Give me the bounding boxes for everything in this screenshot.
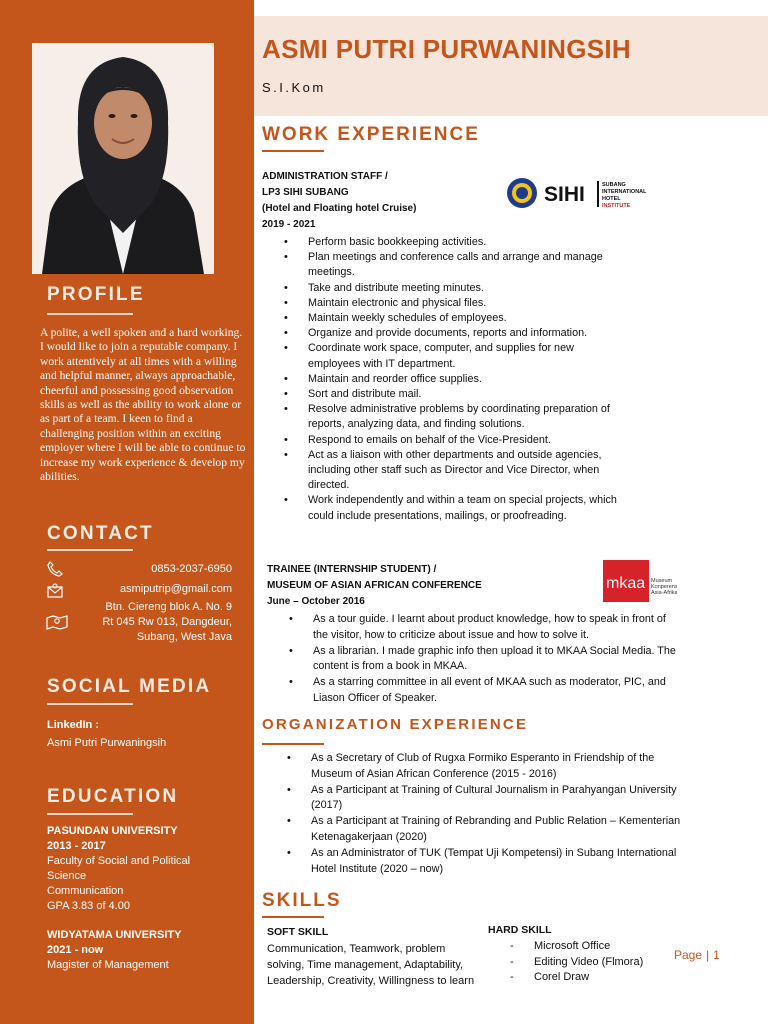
- job2-org: MUSEUM OF ASIAN AFRICAN CONFERENCE: [267, 580, 482, 591]
- page-title: ASMI PUTRI PURWANINGSIH: [262, 34, 631, 64]
- profile-text: A polite, a well spoken and a hard working. I would like to join a reputable company. I work attentively at all times with a willing and helpful manner, always approachable, cheerful and possessing good observation skills as well as the ability to work alone or as part of a team. I keen to find a challenging position within an exciting employer where I will be able to continue to increase my work experience & develop my abilities.: [40, 326, 246, 484]
- job1-bullet: • Take and distribute meeting minutes.: [284, 281, 624, 296]
- organization-bullet: • As a Participant at Training of Cultural Journalism in Parahyangan University (2017): [287, 783, 687, 815]
- edu-gpa-1: GPA 3.83 of 4.00: [47, 900, 130, 912]
- organization-heading: ORGANIZATION EXPERIENCE: [262, 716, 529, 733]
- page-number: [674, 948, 720, 962]
- edu-major-1: Communication: [47, 885, 124, 897]
- job1-years: 2019 - 2021: [262, 219, 316, 230]
- work-underline: [262, 150, 324, 152]
- degree: S.I.Kom: [262, 80, 326, 95]
- profile-photo: [32, 43, 214, 274]
- page-separator: |: [706, 948, 710, 962]
- sidebar: [0, 0, 254, 1024]
- page-number-value: 1: [713, 948, 720, 962]
- organization-bullet: • As a Secretary of Club of Rugxa Formiko Esperanto in Friendship of the Museum of Asian African Conference (2015 - 2016): [287, 751, 687, 783]
- job1-org: LP3 SIHI SUBANG: [262, 187, 349, 198]
- job1-bullet: • Maintain and reorder office supplies.: [284, 372, 624, 387]
- contact-phone[interactable]: 0853-2037-6950: [151, 563, 232, 575]
- hard-skill-item: - Corel Draw: [510, 970, 670, 986]
- job2-bullet: • As a librarian. I made graphic info then upload it to MKAA Social Media. The content is from a book in MKAA.: [289, 644, 677, 676]
- social-heading: SOCIAL MEDIA: [47, 676, 212, 697]
- soft-skill-heading: SOFT SKILL: [267, 926, 329, 938]
- edu-major-2: Magister of Management: [47, 959, 169, 971]
- sihi-logo-sub3: HOTEL: [602, 196, 621, 202]
- sihi-logo-sub1: SUBANG: [602, 182, 626, 188]
- mkaa-logo-sub3: Asia-Afrika: [651, 590, 677, 596]
- job1-bullet: • Maintain electronic and physical files.: [284, 296, 624, 311]
- sihi-logo-text: SIHI: [544, 183, 585, 206]
- job2-bullets: [289, 612, 677, 707]
- edu-school-1: PASUNDAN UNIVERSITY: [47, 825, 178, 837]
- hard-skill-list: [510, 939, 670, 986]
- profile-heading: PROFILE: [47, 284, 145, 305]
- organization-underline: [262, 743, 324, 745]
- job1-header: [262, 169, 416, 233]
- contact-email[interactable]: asmiputrip@gmail.com: [119, 583, 232, 595]
- job1-bullet: • Maintain weekly schedules of employees.: [284, 311, 624, 326]
- contact-address-line3: Subang, West Java: [136, 631, 232, 643]
- skills-underline: [262, 916, 324, 918]
- header-band: [254, 16, 768, 116]
- organization-bullet: • As an Administrator of TUK (Tempat Uji Kompetensi) in Subang International Hotel Institute (2020 – now): [287, 846, 687, 878]
- job1-bullet: • Organize and provide documents, reports and information.: [284, 326, 624, 341]
- sihi-logo-sub2: INTERNATIONAL: [602, 189, 647, 195]
- work-heading: WORK EXPERIENCE: [262, 124, 480, 145]
- mkaa-logo: [603, 560, 677, 602]
- page-label: Page: [674, 948, 703, 962]
- contact-heading: CONTACT: [47, 523, 154, 544]
- sihi-logo: [505, 176, 653, 212]
- contact-underline: [47, 549, 133, 551]
- job1-bullet: • Perform basic bookkeeping activities.: [284, 235, 624, 250]
- job2-header: [267, 562, 482, 610]
- organization-bullet: • As a Participant at Training of Rebranding and Public Relation – Kementerian Ketenagakerjaan (2020): [287, 814, 687, 846]
- job2-years: June – October 2016: [267, 596, 365, 607]
- education-heading: EDUCATION: [47, 786, 179, 807]
- job1-title: ADMINISTRATION STAFF /: [262, 171, 388, 182]
- linkedin-value[interactable]: Asmi Putri Purwaningsih: [47, 737, 167, 749]
- soft-skill-text: Communication, Teamwork, problem solving, Time management, Adaptability, Leadership, Creativity, Willingness to learn: [267, 943, 475, 987]
- linkedin-label: LinkedIn :: [47, 719, 99, 731]
- contact-address-line2: Rt 045 Rw 013, Dangdeur,: [102, 616, 232, 628]
- social-underline: [47, 703, 133, 705]
- profile-underline: [47, 313, 133, 315]
- hard-skill-item: - Editing Video (Flmora): [510, 955, 670, 971]
- edu-faculty-1b: Science: [47, 870, 87, 882]
- job1-bullet: • Sort and distribute mail.: [284, 387, 624, 402]
- edu-school-2: WIDYATAMA UNIVERSITY: [47, 929, 182, 941]
- edu-faculty-1: Faculty of Social and Political: [47, 855, 191, 867]
- education-underline: [47, 813, 133, 815]
- sihi-logo-sub4: INSTITUTE: [602, 203, 631, 209]
- skills-heading: SKILLS: [262, 890, 342, 911]
- job2-title: TRAINEE (INTERNSHIP STUDENT) /: [267, 564, 437, 575]
- job2-bullet: • As a tour guide. I learnt about product knowledge, how to speak in front of the visitor, how to criticize about issue and how to solve it.: [289, 612, 677, 644]
- job1-sub: (Hotel and Floating hotel Cruise): [262, 203, 417, 214]
- job1-bullet: • Resolve administrative problems by coordinating preparation of reports, analyzing data, and finding solutions.: [284, 402, 624, 432]
- job1-bullet: • Plan meetings and conference calls and arrange and manage meetings.: [284, 250, 624, 280]
- mkaa-logo-sub2: Konperensi: [651, 584, 677, 590]
- mkaa-logo-text: mkaa: [606, 575, 646, 592]
- hard-skill-item: - Microsoft Office: [510, 939, 670, 955]
- job1-bullet: • Coordinate work space, computer, and supplies for new employees with IT department.: [284, 341, 624, 371]
- organization-bullets: [287, 751, 687, 877]
- job2-bullet: • As a starring committee in all event of MKAA such as moderator, PIC, and Liason Officer of Speaker.: [289, 675, 677, 707]
- job1-bullets: [284, 235, 624, 524]
- edu-years-2: 2021 - now: [47, 944, 104, 956]
- mkaa-logo-sub1: Museum: [651, 578, 673, 584]
- job1-bullet: • Work independently and within a team on special projects, which could include presentations, mailings, or proofreading.: [284, 493, 624, 523]
- contact-address-line1: Btn. Ciereng blok A. No. 9: [105, 601, 232, 613]
- job1-bullet: • Act as a liaison with other departments and outside agencies, including other staff such as Director and Vice Director, when directed.: [284, 448, 624, 494]
- edu-years-1: 2013 - 2017: [47, 840, 106, 852]
- job1-bullet: • Respond to emails on behalf of the Vice-President.: [284, 433, 624, 448]
- hard-skill-heading: HARD SKILL: [488, 924, 552, 936]
